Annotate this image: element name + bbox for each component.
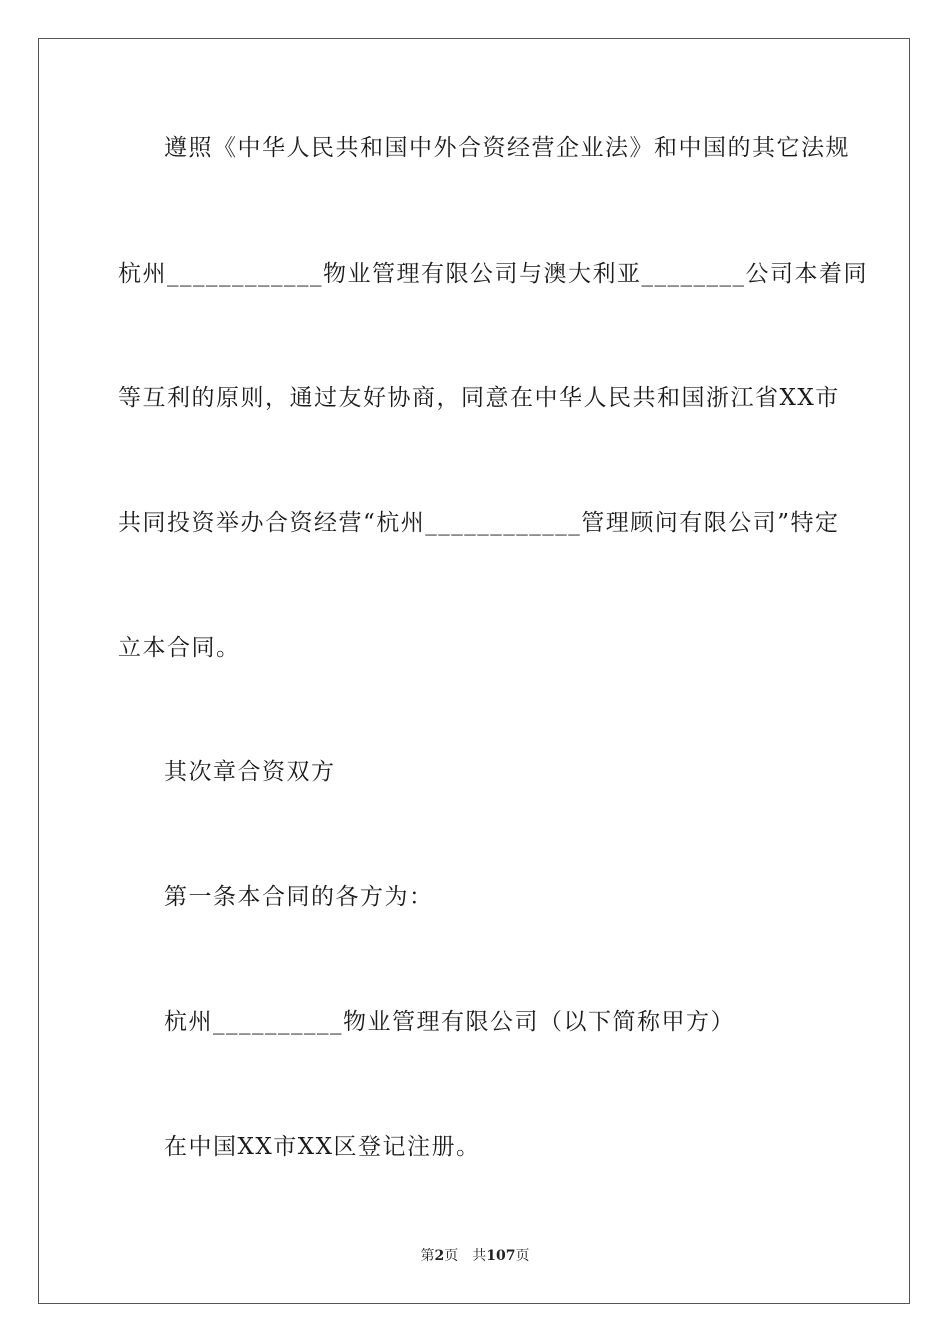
chapter-heading: 其次章合资双方 [164, 759, 336, 785]
total-label-prefix: 共 [472, 1248, 487, 1264]
paragraph-line-2: 杭州____________物业管理有限公司与澳大利亚________公司本着同 [118, 261, 868, 287]
page-border [38, 38, 910, 1304]
article-1: 第一条本合同的各方为： [164, 884, 434, 910]
total-label-suffix: 页 [515, 1248, 530, 1264]
registration-line: 在中国XX市XX区登记注册。 [164, 1134, 481, 1160]
page-label-prefix: 第 [420, 1248, 435, 1264]
page-footer [0, 1247, 950, 1265]
paragraph-line-3: 等互利的原则，通过友好协商，同意在中华人民共和国浙江省XX市 [118, 385, 840, 411]
page-label-suffix: 页 [444, 1248, 459, 1264]
party-a-line: 杭州__________物业管理有限公司（以下简称甲方） [164, 1009, 735, 1035]
page-number: 2 [434, 1248, 445, 1264]
paragraph-line-5: 立本合同。 [118, 635, 241, 661]
paragraph-line-1: 遵照《中华人民共和国中外合资经营企业法》和中国的其它法规 [164, 135, 850, 161]
paragraph-line-4: 共同投资举办合资经营“杭州____________管理顾问有限公司”特定 [118, 510, 840, 536]
total-pages: 107 [486, 1248, 516, 1264]
